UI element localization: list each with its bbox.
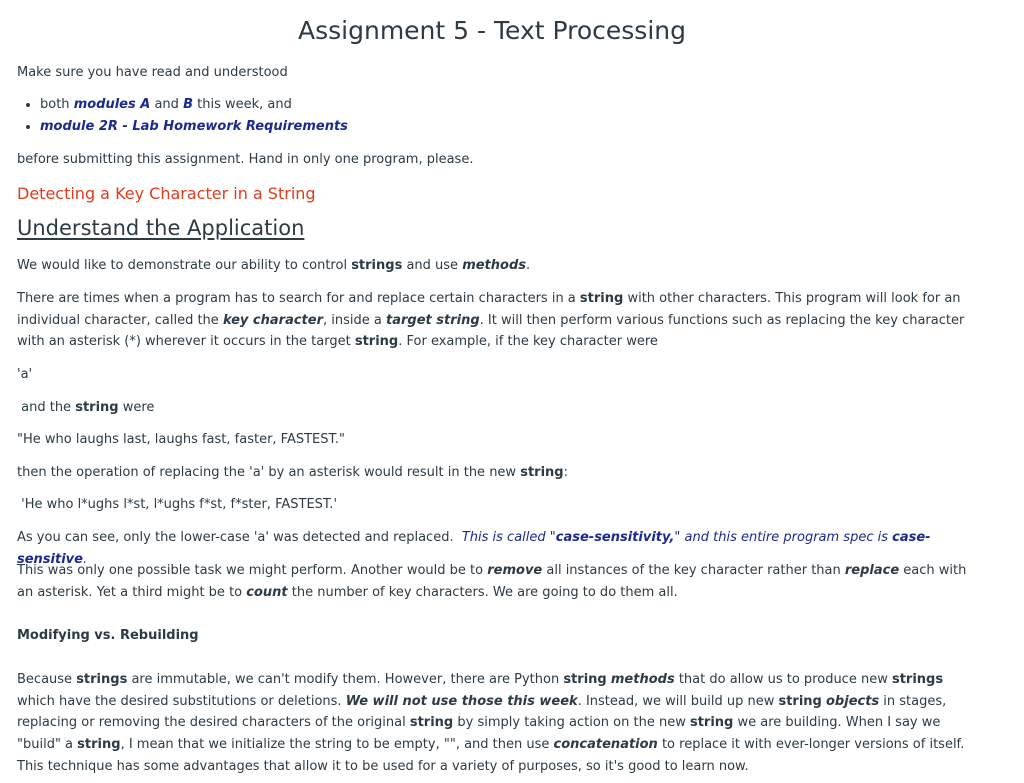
subheading: Modifying vs. Rebuilding [17,628,199,643]
section-heading: Understand the Application [17,216,305,240]
paragraph-1: We would like to demonstrate our ability to control strings and use methods. [17,258,531,273]
page-title: Assignment 5 - Text Processing [298,16,686,45]
modules-a-link[interactable]: modules A [73,97,151,112]
example-result: 'He who l*ughs l*st, l*ughs f*st, f*ster, FASTEST.' [17,497,338,512]
list-item [40,116,348,138]
paragraph-5: As you can see, only the lower-case 'a' was detected and replaced. This is called "case-sensitivity," and this entire program spec is case-sensitive. [17,530,931,567]
intro-text: Make sure you have read and understood [17,65,288,80]
example-char: 'a' [17,367,33,382]
module-list [17,94,348,138]
paragraph-4: then the operation of replacing the 'a' by an asterisk would result in the new string: [17,465,568,480]
list-item: • both modules A and B this week, and [40,94,348,116]
module-2r-link[interactable]: module 2R - Lab Homework Requirements [40,119,348,134]
paragraph-7: Because strings are immutable, we can't modify them. However, there are Python string methods that do allow us to produce new strings which have the desired substitutions or deletions. We will not use those this week. Instead, we will build up new string objects in stages, replacing or removing the desired characters of the original string by simply taking action on the new string we are building. When I say we "build" a string, I mean that we initialize the string to be empty, "", and then use concatenation to replace it with ever-longer versions of itself. This technique has some advantages that allow it to be used for a variety of purposes, so it's good to learn now. [17,672,965,774]
paragraph-2: There are times when a program has to search for and replace certain characters in a string with other characters. This program will look for an individual character, called the key character, inside a target string. It will then perform various functions such as replacing the key character with an asterisk (*) wherever it occurs in the target string. For example, if the key character were [17,291,965,350]
before-text: before submitting this assignment. Hand in only one program, please. [17,152,474,167]
paragraph-3: and the string were [17,400,155,415]
section-heading-red: Detecting a Key Character in a String [17,184,316,203]
module-b-link[interactable]: B [183,97,193,112]
paragraph-6: This was only one possible task we might perform. Another would be to remove all instances of the key character rather than replace each with an asterisk. Yet a third might be to count the number of key characters. We are going to do them all. [17,563,967,600]
example-string: "He who laughs last, laughs fast, faster, FASTEST." [17,432,346,447]
